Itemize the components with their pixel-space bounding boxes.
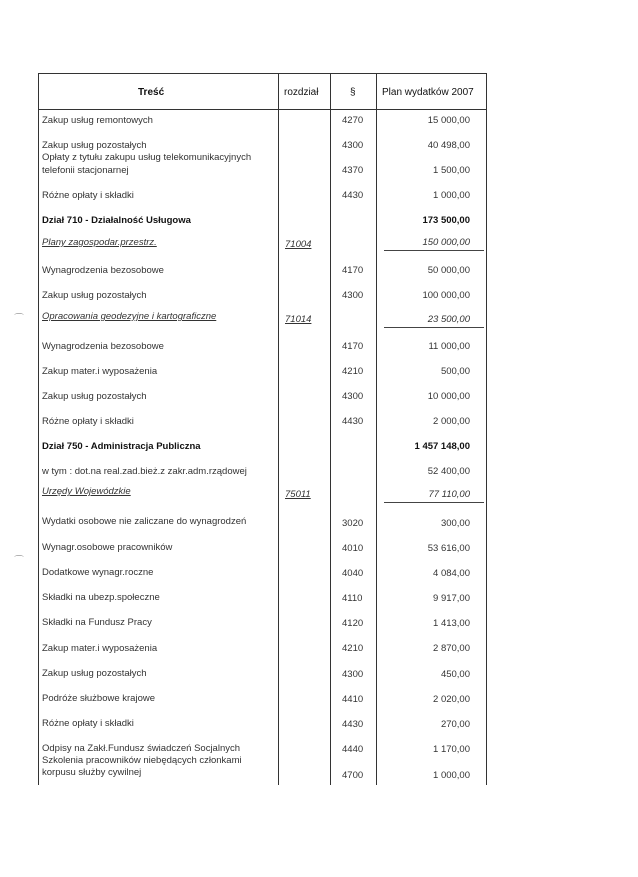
table-border-top: [38, 73, 487, 74]
row-amount: 2 000,00: [433, 416, 470, 427]
section-title: Dział 710 - Działalność Usługowa: [42, 215, 191, 226]
row-paragraf: 4370: [342, 165, 364, 176]
row-amount: 9 917,00: [433, 593, 470, 604]
subsection-rozdzial: 75011: [285, 489, 311, 500]
table-border-left: [38, 73, 39, 785]
row-amount: 53 616,00: [427, 543, 470, 554]
row-paragraf: 4040: [342, 568, 364, 579]
row-paragraf: 4210: [342, 643, 364, 654]
header-paragraf: §: [350, 87, 356, 98]
row-amount: 1 000,00: [433, 190, 470, 201]
row-amount: 1 170,00: [433, 744, 470, 755]
subsection-underline: [384, 250, 484, 251]
row-paragraf: 4430: [342, 416, 364, 427]
row-amount: 500,00: [440, 366, 470, 377]
row-desc: Zakup mater.i wyposażenia: [42, 643, 158, 654]
row-desc: Różne opłaty i składki: [42, 190, 134, 201]
row-desc: Składki na Fundusz Pracy: [42, 617, 152, 628]
row-desc: Wydatki osobowe nie zaliczane do wynagrodzeń: [42, 516, 247, 527]
row-paragraf: 4170: [342, 341, 364, 352]
col-divider-2: [330, 73, 331, 785]
section-amount: 173 500,00: [422, 215, 470, 226]
header-rozdzial: rozdział: [284, 87, 319, 98]
col-divider-1: [278, 73, 279, 785]
subsection-title: Plany zagospodar.przestrz.: [42, 237, 157, 248]
row-paragraf: 4210: [342, 366, 364, 377]
row-paragraf: 4300: [342, 669, 364, 680]
row-paragraf: 4120: [342, 618, 364, 629]
section-amount: 1 457 148,00: [414, 441, 470, 452]
row-amount: 2 870,00: [433, 643, 470, 654]
subsection-amount: 77 110,00: [428, 489, 470, 500]
subsection-amount: 150 000,00: [422, 237, 470, 248]
row-desc: Zakup usług pozostałych: [42, 391, 147, 402]
row-desc: Podróże służbowe krajowe: [42, 693, 156, 704]
row-desc: korpusu służby cywilnej: [42, 767, 142, 778]
row-amount: 1 000,00: [433, 770, 470, 781]
budget-table: [38, 73, 487, 785]
row-desc: Wynagrodzenia bezosobowe: [42, 341, 164, 352]
subsection-amount: 23 500,00: [427, 314, 470, 325]
row-paragraf: 4300: [342, 290, 364, 301]
row-amount: 450,00: [440, 669, 470, 680]
row-paragraf: 4700: [342, 770, 364, 781]
row-amount: 50 000,00: [427, 265, 470, 276]
subsection-rozdzial: 71004: [285, 239, 312, 250]
row-desc: Zakup usług remontowych: [42, 115, 153, 126]
row-amount: 300,00: [440, 518, 470, 529]
row-desc: telefonii stacjonarnej: [42, 165, 129, 176]
row-desc: Zakup usług pozostałych: [42, 290, 147, 301]
row-desc: Różne opłaty i składki: [42, 718, 134, 729]
margin-mark: ⌒: [14, 314, 24, 325]
row-amount: 270,00: [440, 719, 470, 730]
row-desc: Wynagrodzenia bezosobowe: [42, 265, 164, 276]
row-paragraf: 4430: [342, 190, 364, 201]
subsection-underline: [384, 327, 484, 328]
subsection-title: Urzędy Wojewódzkie: [42, 486, 131, 497]
row-amount: 10 000,00: [427, 391, 470, 402]
subsection-title: Opracowania geodezyjne i kartograficzne: [42, 311, 217, 322]
subsection-underline: [384, 502, 484, 503]
row-amount: 15 000,00: [427, 115, 470, 126]
row-paragraf: 4110: [342, 593, 363, 604]
row-desc: Wynagr.osobowe pracowników: [42, 542, 173, 553]
table-border-right: [486, 73, 487, 785]
row-desc: Opłaty z tytułu zakupu usług telekomunikacyjnych: [42, 152, 252, 163]
subsection-rozdzial: 71014: [285, 314, 312, 325]
row-desc: Zakup usług pozostałych: [42, 140, 147, 151]
row-amount: 11 000,00: [428, 341, 470, 352]
header-tresc: Treść: [138, 87, 165, 98]
row-desc: Zakup usług pozostałych: [42, 668, 147, 679]
row-paragraf: 4430: [342, 719, 364, 730]
row-paragraf: 4440: [342, 744, 364, 755]
row-desc: Zakup mater.i wyposażenia: [42, 366, 158, 377]
row-desc: Różne opłaty i składki: [42, 416, 134, 427]
row-paragraf: 4300: [342, 391, 364, 402]
row-paragraf: 4170: [342, 265, 364, 276]
row-amount: 1 500,00: [433, 165, 470, 176]
row-paragraf: 3020: [342, 518, 364, 529]
row-desc: Dodatkowe wynagr.roczne: [42, 567, 154, 578]
row-desc: w tym : dot.na real.zad.bież.z zakr.adm.rządowej: [42, 466, 247, 477]
row-desc: Odpisy na Zakł.Fundusz świadczeń Socjalnych: [42, 743, 241, 754]
row-amount: 4 084,00: [433, 568, 470, 579]
row-paragraf: 4010: [342, 543, 364, 554]
row-desc: Składki na ubezp.społeczne: [42, 592, 160, 603]
section-title: Dział 750 - Administracja Publiczna: [42, 441, 201, 452]
row-amount: 100 000,00: [422, 290, 470, 301]
row-amount: 1 413,00: [433, 618, 470, 629]
row-paragraf: 4300: [342, 140, 364, 151]
row-desc: Szkolenia pracowników niebędących członkami: [42, 755, 242, 766]
row-paragraf: 4410: [342, 694, 364, 705]
row-paragraf: 4270: [342, 115, 364, 126]
header-plan: Plan wydatków 2007: [382, 87, 474, 98]
row-amount: 40 498,00: [427, 140, 470, 151]
header-divider: [38, 109, 487, 110]
row-amount: 2 020,00: [433, 694, 470, 705]
margin-mark: ⌒: [14, 556, 24, 567]
row-amount: 52 400,00: [427, 466, 470, 477]
